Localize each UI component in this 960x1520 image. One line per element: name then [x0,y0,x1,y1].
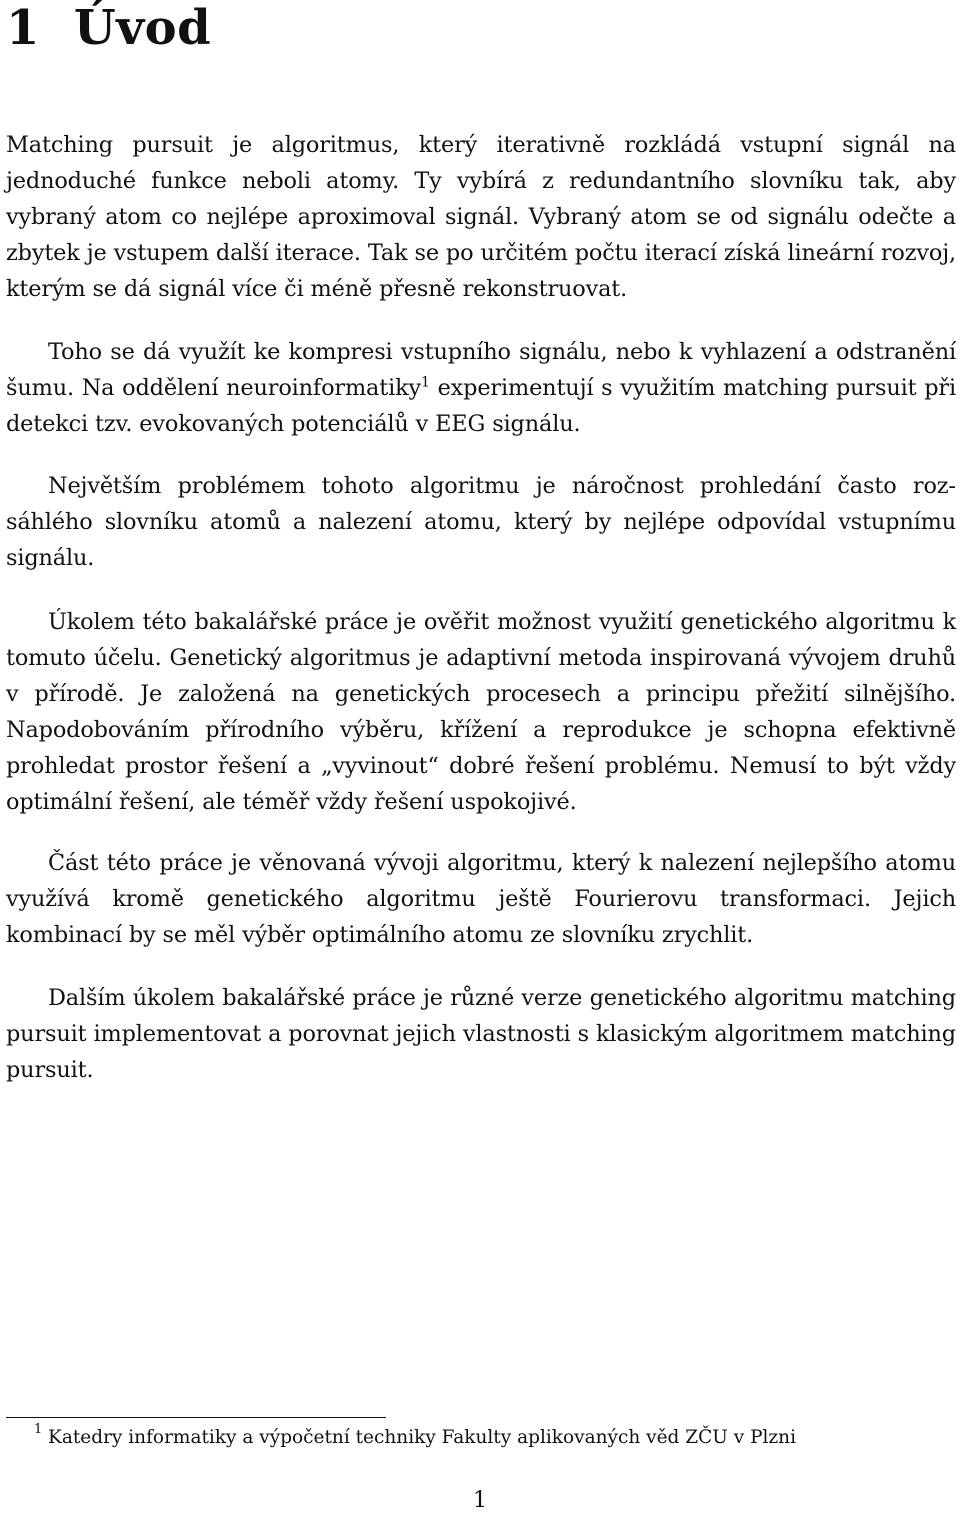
page-number: 1 [472,1487,488,1513]
section-heading [6,0,211,56]
paragraph-4: Úkolem této bakalářské práce je ověřit možnost využití genetického algoritmu k tomuto účelu. Genetický algoritmus je adaptivní metoda inspirovaná vývojem druhů v přírodě. Je založená na genetických procesech a principu přežití silnějšího. Napodobováním přírodního výběru, křížení a reprodukce je schopna efektivně prohledat prostor řešení a „vyvinout“ dobré řešení problému. Nemusí to být vždy optimální řešení, ale téměř vždy řešení uspokojivé. [6,609,956,815]
footnote-mark: 1 [34,1422,43,1437]
footnote-text: Katedry informatiky a výpočetní techniky Fakulty aplikovaných věd ZČU v Plzni [48,1427,797,1448]
section-title: Úvod [73,0,212,56]
footnote [36,1424,796,1452]
footnote-reference[interactable]: 1 [421,374,430,391]
paragraph-3: Největším problémem tohoto algoritmu je náročnost prohledání často rozsáhlého slovníku atomů a nalezení atomu, který by nejlépe odpovídal vstupnímu signálu. [6,473,956,571]
paragraph-2-text-end: experimentují s využitím matching pursuit při detekci tzv. evokovaných potenciálů v EEG signálu. [6,375,956,437]
paragraph-2 [6,334,956,442]
paragraph-6: Dalším úkolem bakalářské práce je různé verze genetického algoritmu matching pursuit implementovat a porovnat jejich vlastnosti s klasickým algoritmem matching pursuit. [6,985,956,1083]
section-number: 1 [6,0,40,56]
paragraph-1: Matching pursuit je algoritmus, který iterativně rozkládá vstupní signál na jednoduché funkce neboli atomy. Ty vybírá z redundantního slovníku tak, aby vybraný atom co nejlépe aproximoval signál. Vybraný atom se od signálu odečte a zbytek je vstupem další iterace. Tak se po určitém počtu iterací získá lineární rozvoj, kterým se dá signál více či méně přesně rekonstruovat. [6,132,956,302]
paragraph-5: Část této práce je věnovaná vývoji algoritmu, který k nalezení nejlepšího atomu využívá kromě genetického algoritmu ještě Fourierovu transformaci. Jejich kombinací by se měl výběr optimálního atomu ze slovníku zrychlit. [6,850,956,948]
paragraph-2-text-start: Toho se dá využít ke kompresi vstupního signálu, nebo k vyhlazení a odstranění šumu. Na oddělení neuroinformatiky [6,339,956,401]
footnote-divider [6,1417,386,1418]
